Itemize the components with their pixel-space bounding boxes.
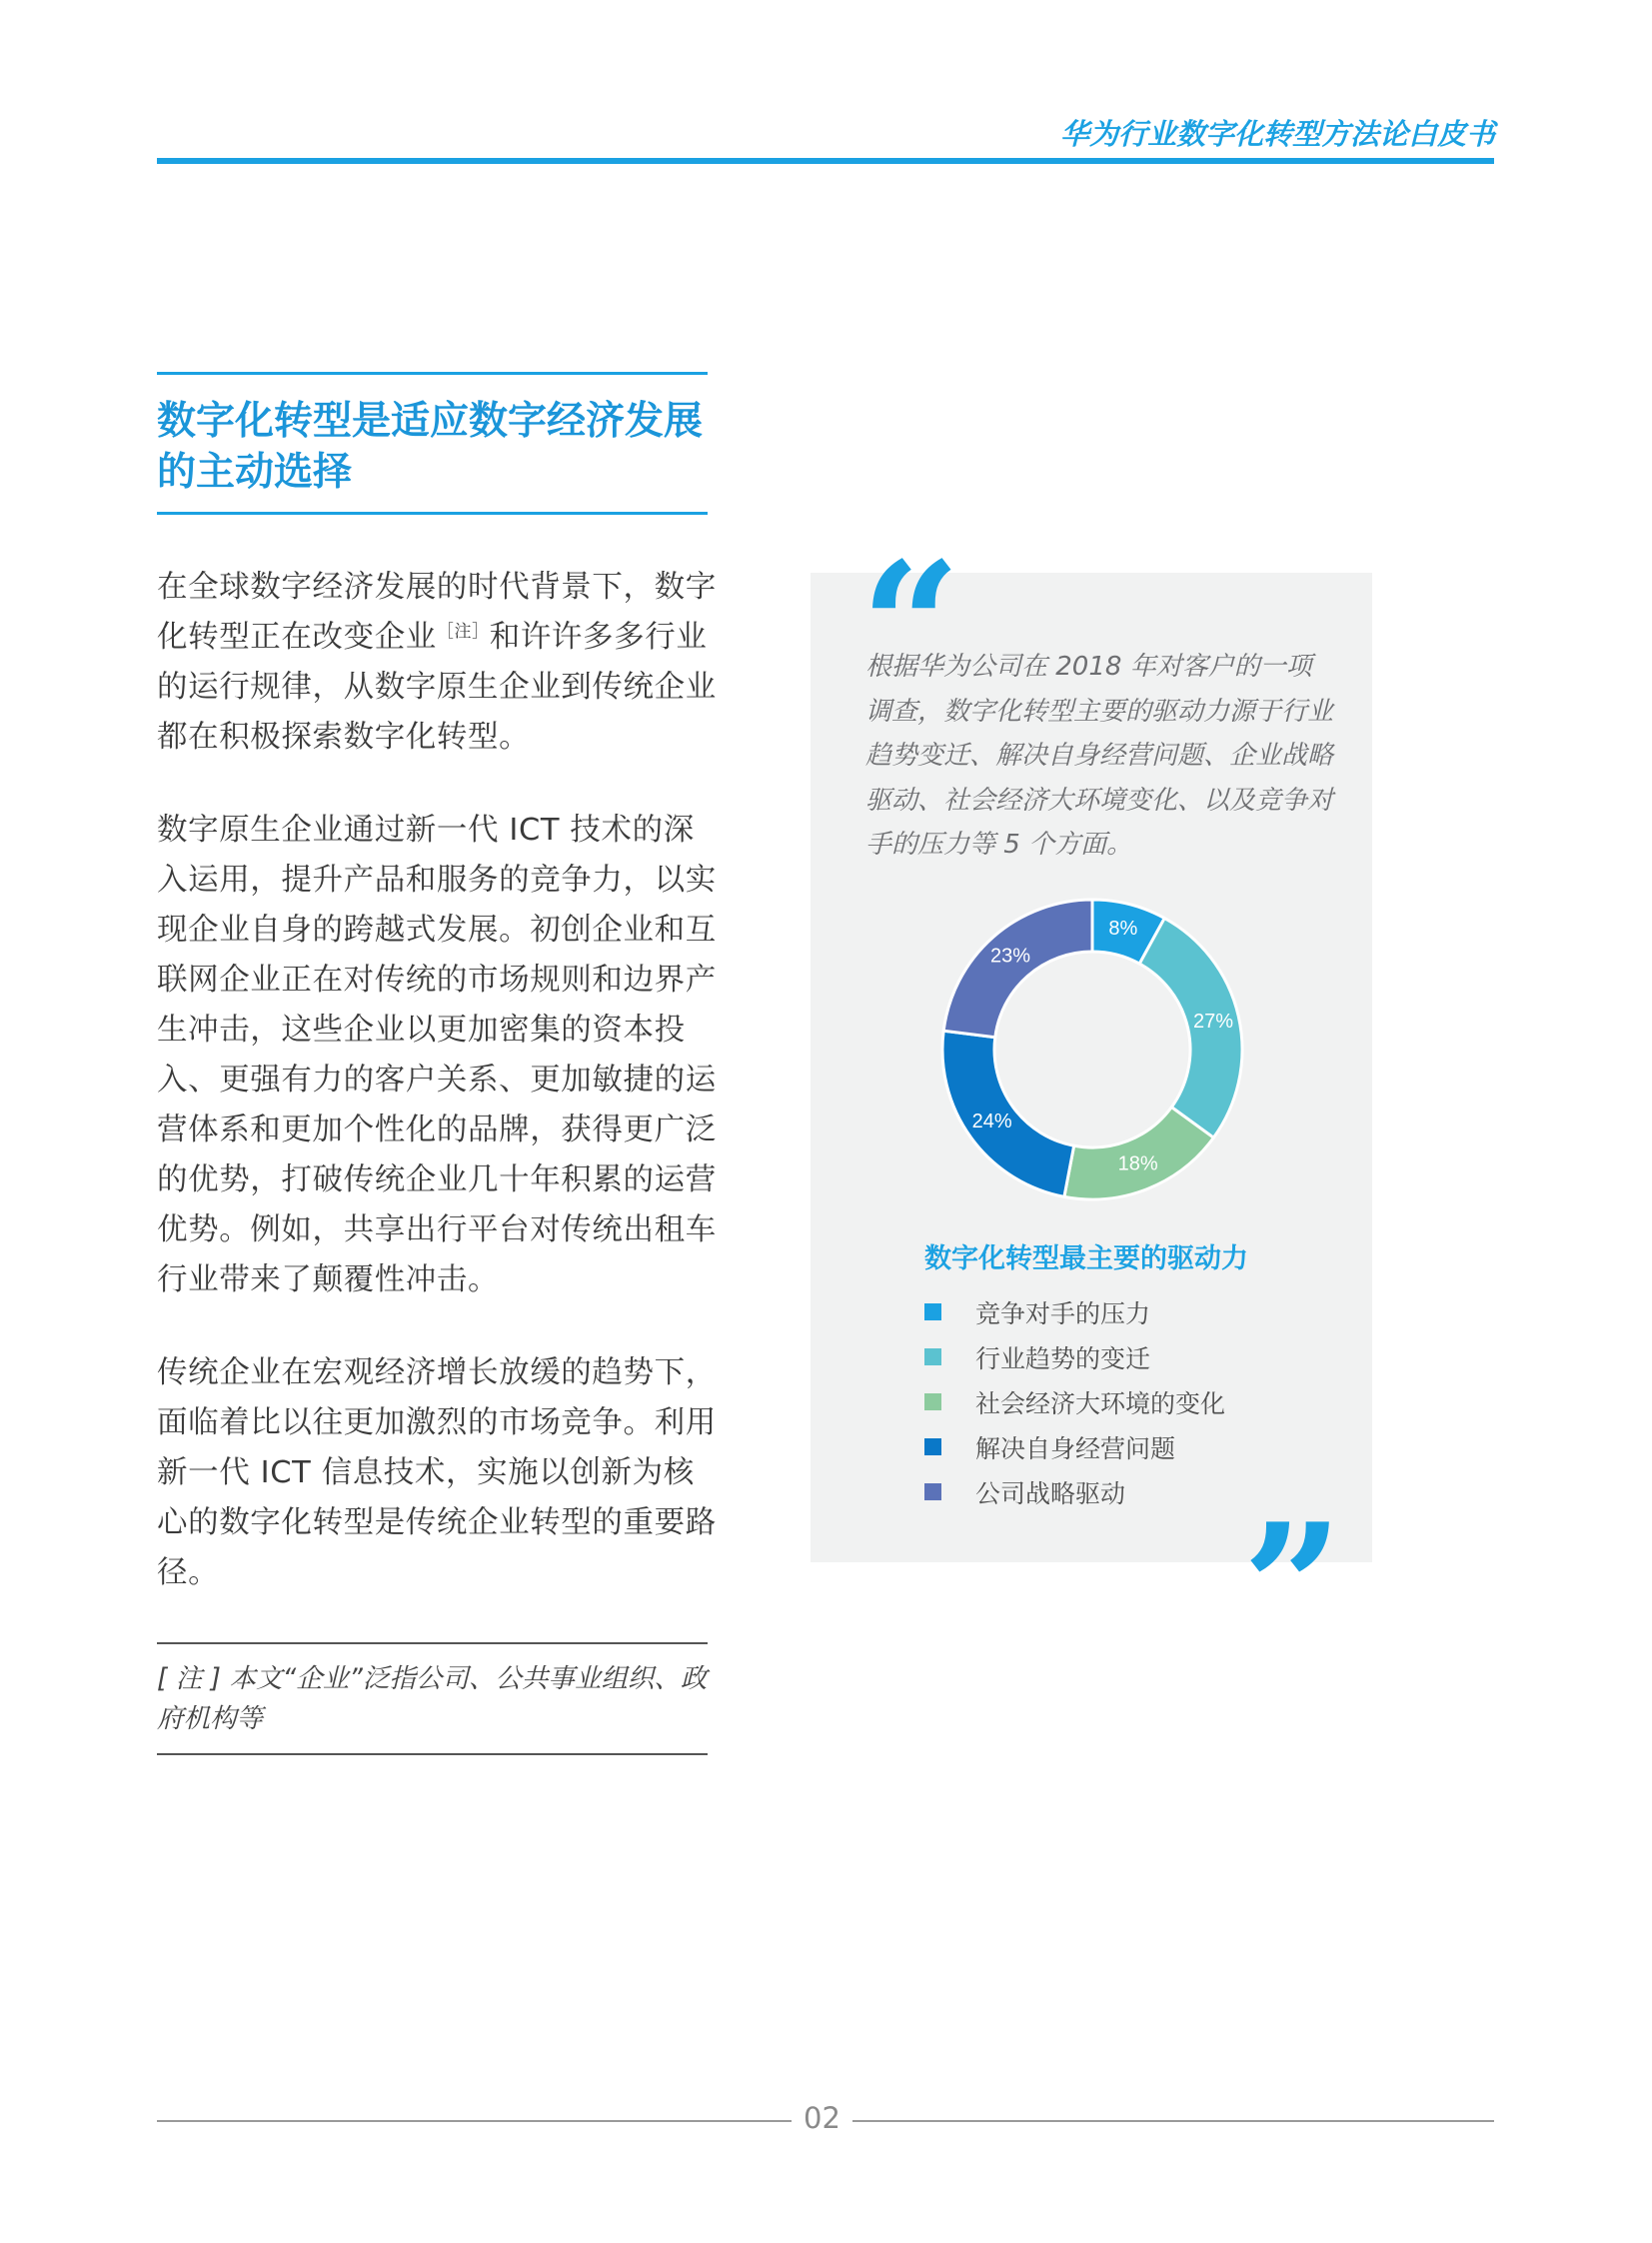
legend-label: 竞争对手的压力 [975, 1298, 1151, 1328]
legend-swatch [924, 1438, 941, 1455]
legend-item [924, 1424, 1225, 1469]
legend-item [924, 1289, 1225, 1334]
legend-label: 公司战略驱动 [975, 1478, 1126, 1508]
section-title [157, 396, 717, 498]
chart-legend [924, 1289, 1225, 1514]
donut-value-label: 24% [971, 1111, 1012, 1133]
legend-item [924, 1469, 1225, 1514]
legend-item [924, 1379, 1225, 1424]
donut-value-label: 23% [989, 945, 1031, 968]
legend-swatch [924, 1483, 941, 1500]
section-title-line1: 数字化转型是适应数字经济发展 [157, 399, 704, 444]
legend-label: 解决自身经营问题 [975, 1433, 1176, 1463]
legend-swatch [924, 1303, 941, 1320]
note-rule-bottom [157, 1753, 708, 1755]
header-title: 华为行业数字化转型方法论白皮书 [1059, 117, 1495, 151]
section-rule-bottom [157, 512, 708, 515]
page-number: 02 [804, 2101, 840, 2135]
donut-value-label: 8% [1108, 918, 1138, 941]
paragraph-1-start: 在全球数字经济发展的时代背景下，数字化转型正在改变企业 [157, 570, 717, 655]
paragraph-1 [157, 563, 717, 763]
footer-rule-left [157, 2120, 792, 2122]
paragraph-2: 数字原生企业通过新一代 ICT 技术的深入运用，提升产品和服务的竞争力，以实现企业自身的跨越式发展。初创企业和互联网企业正在对传统的市场规则和边界产生冲击，这些企业以更加密集的资本投入、更强有力的客户关系、更加敏捷的运营体系和更加个性化的品牌，获得更广泛的优势，打破传统企业几十年积累的运营优势。例如，共享出行平台对传统出租车行业带来了颠覆性冲击。 [157, 813, 717, 1297]
quote-text: 根据华为公司在 2018 年对客户的一项调查，数字化转型主要的驱动力源于行业趋势变迁、解决自身经营问题、企业战略驱动、社会经济大环境变化、以及竞争对手的压力等 5 个方面。 [865, 652, 1334, 860]
body-column [157, 563, 717, 1641]
legend-label: 社会经济大环境的变化 [975, 1388, 1226, 1418]
section-title-line2: 的主动选择 [157, 450, 353, 495]
header-rule [157, 158, 1494, 164]
section-rule-top [157, 372, 708, 375]
legend-item [924, 1334, 1225, 1379]
footer-rule-right [852, 2120, 1494, 2122]
close-quote-icon: ” [1242, 1486, 1343, 1691]
chart-title: 数字化转型最主要的驱动力 [924, 1243, 1248, 1274]
open-quote-icon: “ [860, 525, 961, 730]
donut-value-label: 18% [1117, 1152, 1158, 1175]
footnote: [ 注 ] 本文“企业”泛指公司、公共事业组织、政府机构等 [157, 1663, 708, 1734]
note-reference: ［注］ [436, 622, 490, 642]
note-rule-top [157, 1642, 708, 1644]
legend-swatch [924, 1393, 941, 1410]
donut-slice [943, 900, 1092, 1038]
paragraph-1-end: 和许许多多行业的运行规律，从数字原生企业到传统企业都在积极探索数字化转型。 [157, 620, 717, 755]
legend-swatch [924, 1348, 941, 1365]
donut-value-label: 27% [1192, 1011, 1234, 1034]
donut-chart [932, 890, 1252, 1209]
legend-label: 行业趋势的变迁 [975, 1343, 1151, 1373]
paragraph-3: 传统企业在宏观经济增长放缓的趋势下，面临着比以往更加激烈的市场竞争。利用新一代 ICT 信息技术，实施以创新为核心的数字化转型是传统企业转型的重要路径。 [157, 1355, 717, 1590]
